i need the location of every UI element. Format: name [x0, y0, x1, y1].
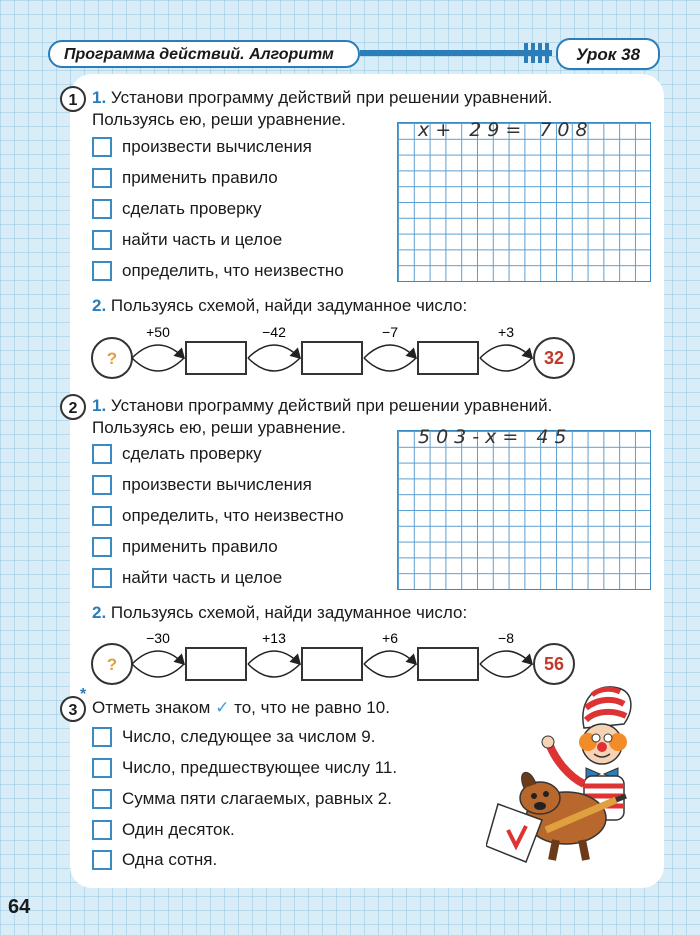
- task2-arrow3: [364, 651, 416, 664]
- task2-arrow2-back: [248, 664, 300, 677]
- task1-part2-line: [92, 296, 467, 316]
- task1-part2-num: 2.: [92, 296, 107, 315]
- task2-arrow4-back: [480, 664, 532, 677]
- task1-op3: −7: [382, 324, 398, 340]
- task2-op4: −8: [498, 630, 514, 646]
- task3-number: 3: [60, 696, 86, 722]
- task1-arrow4: [480, 345, 532, 358]
- task2-part2-num: 2.: [92, 603, 107, 622]
- task2-option2-checkbox[interactable]: [92, 475, 112, 495]
- header-bar: [48, 38, 660, 70]
- clown-with-dog-illustration: [486, 680, 656, 870]
- task3-text-before: Отметь знаком: [92, 698, 211, 717]
- task1-solution-grid[interactable]: [397, 122, 651, 282]
- task2-part2-text: Пользуясь схемой, найди задуманное число:: [110, 603, 468, 622]
- task1-arrow4-back: [480, 358, 532, 371]
- task1-option4-label: найти часть и целое: [122, 230, 283, 249]
- task2-op2: +13: [262, 630, 286, 646]
- task2-start-mark: ?: [106, 655, 118, 674]
- task3-option3-label: Сумма пяти слагаемых, равных 2.: [122, 789, 392, 808]
- task1-option2-label: применить правило: [122, 168, 278, 187]
- task1-scheme-svg: [0, 322, 700, 382]
- page-title: Программа действий. Алгоритм: [48, 40, 360, 68]
- task3-option2-label: Число, предшествующее числу 11.: [122, 758, 398, 777]
- task2-equation: 503-x= 45: [418, 426, 573, 448]
- task2-op3: +6: [382, 630, 398, 646]
- header-ticks: [524, 43, 552, 68]
- lesson-badge: Урок 38: [556, 38, 660, 70]
- task2-part2-line: [92, 603, 467, 623]
- task2-instruction-line1: [92, 396, 552, 416]
- task1-result: 32: [543, 348, 565, 368]
- task3-option4-label: Один десяток.: [122, 820, 235, 839]
- task2-result: 56: [543, 654, 565, 674]
- task2-number: 2: [60, 394, 86, 420]
- task3-text-after: то, что не равно 10.: [234, 698, 390, 717]
- task1-arrow2-back: [248, 358, 300, 371]
- task2-option4-checkbox[interactable]: [92, 537, 112, 557]
- task2-option5-checkbox[interactable]: [92, 568, 112, 588]
- task1-op4: +3: [498, 324, 514, 340]
- task1-part1-line1: Установи программу действий при решении уравнений.: [110, 88, 553, 107]
- task1-option5-checkbox[interactable]: [92, 261, 112, 281]
- task1-equation: x+ 29= 708: [418, 119, 594, 141]
- task1-option3-checkbox[interactable]: [92, 199, 112, 219]
- task2-option3-label: определить, что неизвестно: [122, 506, 344, 525]
- task2-option4-label: применить правило: [122, 537, 278, 556]
- task1-option1-checkbox[interactable]: [92, 137, 112, 157]
- task2-arrow1: [132, 651, 184, 664]
- task3-option1-label: Число, следующее за числом 9.: [122, 727, 376, 746]
- task1-option1-label: произвести вычисления: [122, 137, 312, 156]
- task3-option2-checkbox[interactable]: [92, 758, 112, 778]
- task1-option5-label: определить, что неизвестно: [122, 261, 344, 280]
- task2-box1: [186, 648, 246, 680]
- task1-start-mark: ?: [106, 349, 118, 368]
- task1-part2-text: Пользуясь схемой, найди задуманное число:: [110, 296, 468, 315]
- task1-arrow2: [248, 345, 300, 358]
- task1-op2: −42: [262, 324, 286, 340]
- task2-part1-num: 1.: [92, 396, 107, 415]
- task3-option5-checkbox[interactable]: [92, 850, 112, 870]
- task2-part1-line2: Пользуясь ею, реши уравнение.: [92, 418, 346, 437]
- task3-option3-checkbox[interactable]: [92, 789, 112, 809]
- task2-arrow2: [248, 651, 300, 664]
- task1-option4-checkbox[interactable]: [92, 230, 112, 250]
- task1-part1-line2: Пользуясь ею, реши уравнение.: [92, 110, 346, 129]
- task2-option2-label: произвести вычисления: [122, 475, 312, 494]
- task2-box3: [418, 648, 478, 680]
- task3-option1-checkbox[interactable]: [92, 727, 112, 747]
- task1-arrow3: [364, 345, 416, 358]
- task3-instruction: [92, 698, 390, 718]
- task1-instruction-line1: [92, 88, 552, 108]
- task1-box1: [186, 342, 246, 374]
- task1-scheme: [0, 322, 700, 382]
- task1-box2: [302, 342, 362, 374]
- task1-box3: [418, 342, 478, 374]
- task2-option5-label: найти часть и целое: [122, 568, 283, 587]
- task2-option1-checkbox[interactable]: [92, 444, 112, 464]
- checkmark-icon: ✓: [215, 698, 230, 717]
- task2-option3-checkbox[interactable]: [92, 506, 112, 526]
- task2-option1-label: сделать проверку: [122, 444, 262, 463]
- task3-star-mark: *: [80, 686, 87, 703]
- task1-option3-label: сделать проверку: [122, 199, 262, 218]
- task2-scheme-svg: [0, 628, 700, 688]
- task2-box2: [302, 648, 362, 680]
- task1-arrow1: [132, 345, 184, 358]
- task1-arrow3-back: [364, 358, 416, 371]
- task3-option4-checkbox[interactable]: [92, 820, 112, 840]
- task1-arrow1-back: [132, 358, 184, 371]
- task2-arrow4: [480, 651, 532, 664]
- page-number: 64: [8, 896, 31, 918]
- task1-option2-checkbox[interactable]: [92, 168, 112, 188]
- task3-option5-label: Одна сотня.: [122, 850, 218, 869]
- task1-op1: +50: [146, 324, 170, 340]
- task2-arrow1-back: [132, 664, 184, 677]
- task1-part1-num: 1.: [92, 88, 107, 107]
- task1-number: 1: [60, 86, 86, 112]
- task2-solution-grid[interactable]: [397, 430, 651, 590]
- task2-op1: −30: [146, 630, 170, 646]
- task2-scheme: [0, 628, 700, 688]
- task2-arrow3-back: [364, 664, 416, 677]
- task2-part1-line1: Установи программу действий при решении уравнений.: [110, 396, 553, 415]
